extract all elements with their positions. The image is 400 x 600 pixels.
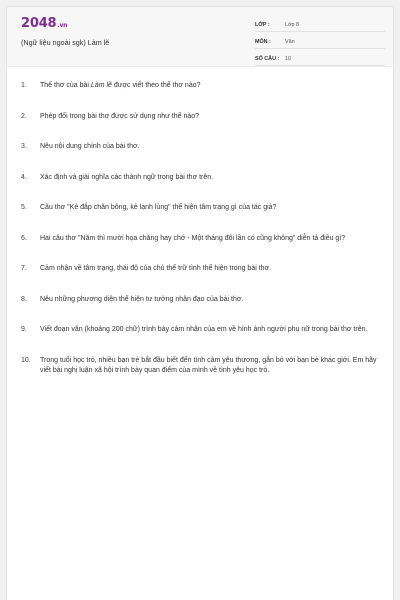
worksheet-meta [255, 19, 385, 70]
question-item [21, 112, 383, 123]
question-item [21, 142, 383, 153]
meta-label: LỚP : [255, 22, 270, 28]
question-item [21, 81, 383, 92]
question-text: Nêu nội dung chính của bài thơ. [40, 143, 140, 150]
question-number: 10. [21, 356, 31, 364]
question-item [21, 325, 383, 336]
question-item [21, 234, 383, 245]
question-text: Trong tuổi học trò, nhiều bạn trẻ bắt đầu biết đến tình cảm yêu thương, gắn bó với bạn bè khác giới. Em hãy viết bài nghị luận xã hội trình bày quan điểm của mình về tình yêu học trò. [40, 356, 377, 374]
question-item [21, 203, 383, 214]
question-number: 8. [21, 295, 27, 303]
question-number: 6. [21, 234, 27, 242]
question-text: Phép đối trong bài thơ được sử dụng như thế nào? [40, 112, 200, 120]
meta-value: Lớp 8 [285, 22, 300, 28]
question-text [40, 81, 383, 92]
document-title: (Ngữ liệu ngoài sgk) Làm lẽ [21, 38, 110, 47]
question-text-emphasis: Làm lẽ [90, 82, 112, 89]
meta-row-class [255, 19, 385, 32]
logo-text: 2048 [21, 16, 57, 31]
question-number: 2. [21, 112, 27, 120]
question-text: Xác định và giải nghĩa các thành ngữ trong bài thơ trên. [40, 173, 214, 181]
question-number: 7. [21, 265, 27, 272]
question-item [21, 264, 383, 275]
worksheet-page [6, 6, 394, 600]
question-list [21, 81, 383, 377]
question-text: Câu thơ "Kẻ đắp chăn bông, kẻ lạnh lùng" thể hiện tâm trạng gì của tác giả? [40, 204, 277, 211]
question-number: 1. [21, 82, 27, 89]
meta-value: Văn [285, 39, 295, 45]
meta-label: MÔN : [255, 39, 271, 45]
site-logo[interactable] [21, 16, 67, 31]
question-text: Nêu những phương diện thể hiện tư tưởng nhân đạo của bài thơ. [40, 295, 244, 303]
meta-value: 10 [285, 56, 291, 62]
question-item [21, 173, 383, 184]
question-number: 9. [21, 326, 27, 333]
question-number: 5. [21, 204, 27, 211]
question-item [21, 356, 383, 377]
logo-suffix: .vn [57, 22, 68, 29]
question-text-part: được viết theo thể thơ nào? [111, 82, 201, 89]
meta-row-question-count [255, 53, 385, 66]
question-number: 4. [21, 173, 27, 181]
worksheet-header [7, 7, 393, 67]
question-text: Viết đoạn văn (khoảng 200 chữ) trình bày cảm nhận của em về hình ảnh người phụ nữ trong bài thơ trên. [40, 326, 368, 333]
question-number: 3. [21, 143, 27, 150]
meta-label: SỐ CÂU : [255, 56, 280, 62]
question-text: Hai câu thơ "Năm thì mười họa chăng hay chớ - Một tháng đôi lần có cũng không" diễn tả điều gì? [40, 234, 346, 242]
question-text: Cảm nhận về tâm trạng, thái độ của chủ thể trữ tình thể hiện trong bài thơ. [40, 265, 272, 272]
question-item [21, 295, 383, 306]
question-text-part: Thể thơ của bài [40, 82, 91, 89]
meta-row-subject [255, 36, 385, 49]
